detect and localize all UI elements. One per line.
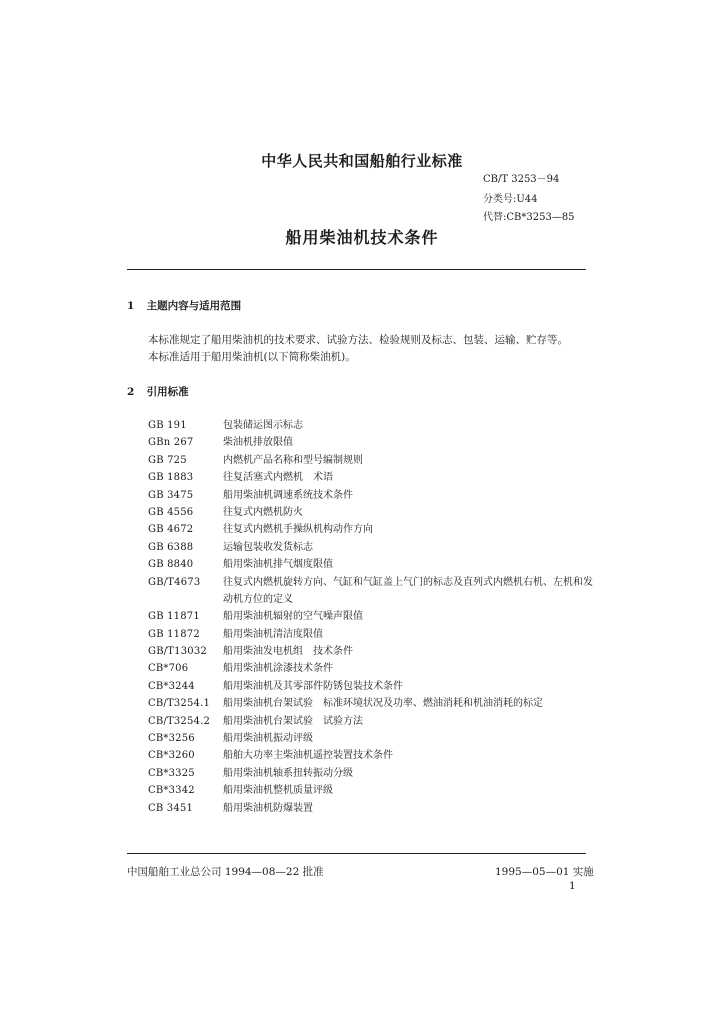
reference-title: 船用柴油机及其零部件防锈包装技术条件 (223, 680, 403, 692)
reference-code: GB 725 (148, 454, 187, 466)
reference-row (148, 695, 598, 712)
reference-title: 船用柴油机辐射的空气噪声限值 (223, 611, 363, 623)
reference-row (148, 747, 598, 764)
section-title: 引用标准 (146, 386, 189, 398)
reference-code: GB 191 (148, 420, 187, 431)
reference-title: 内燃机产品名称和型号编制规则 (223, 454, 363, 466)
reference-title: 船用柴油机台架试验 标准环境状况及功率、燃油消耗和机油消耗的标定 (223, 698, 543, 710)
reference-code: CB*3256 (148, 733, 195, 745)
reference-code: CB*3342 (148, 785, 195, 797)
reference-row (148, 713, 598, 730)
approval-line: 中国船舶工业总公司 1994—08—22 批准 (127, 866, 324, 878)
reference-title: 船用柴油机清洁度限值 (223, 628, 323, 640)
reference-row (148, 434, 598, 451)
reference-code: CB*3260 (148, 750, 195, 762)
reference-code: CB*706 (148, 663, 189, 675)
reference-title: 船用柴油机涂漆技术条件 (223, 663, 333, 675)
reference-title: 往复式内燃机防火 (223, 506, 303, 518)
paragraph: 本标准适用于船用柴油机(以下简称柴油机)。 (148, 351, 356, 363)
reference-code: GB 4672 (148, 524, 194, 536)
reference-row (148, 800, 598, 817)
standard-body-title: 中华人民共和国船舶行业标准 (261, 152, 463, 170)
reference-row (148, 730, 598, 747)
section-title: 主题内容与适用范围 (146, 300, 242, 312)
reference-row (148, 782, 598, 799)
reference-title: 运输包装收发货标志 (223, 541, 313, 553)
reference-title: 船用柴油发电机组 技术条件 (223, 646, 353, 658)
reference-row (148, 487, 598, 504)
standard-number: CB/T 3253－94 (483, 174, 560, 185)
reference-code: GB 8840 (148, 559, 194, 571)
document-title: 船用柴油机技术条件 (285, 228, 439, 247)
reference-list (148, 417, 598, 817)
reference-title: 船用柴油机振动评级 (223, 733, 313, 745)
reference-row (148, 539, 598, 556)
reference-code: GB 11872 (148, 628, 200, 640)
reference-row (148, 469, 598, 486)
section-heading (127, 298, 241, 313)
reference-code: CB*3244 (148, 680, 195, 692)
reference-row (148, 452, 598, 469)
reference-title: 船用柴油机整机质量评级 (223, 785, 333, 797)
reference-code: GB 11871 (148, 611, 200, 623)
reference-row (148, 643, 598, 660)
paragraph: 本标准规定了船用柴油机的技术要求、试验方法、检验规则及标志、包装、运输、贮存等。 (148, 334, 568, 346)
reference-title: 往复式内燃机手操纵机构动作方向 (223, 524, 373, 536)
reference-row (148, 608, 598, 625)
reference-title: 柴油机排放限值 (223, 437, 293, 449)
reference-code: GB/T13032 (148, 646, 207, 658)
section-heading (127, 384, 189, 399)
reference-code: CB/T3254.1 (148, 698, 211, 710)
reference-title: 船用柴油机调速系统技术条件 (223, 489, 353, 501)
reference-title: 船舶大功率主柴油机遥控装置技术条件 (223, 750, 393, 762)
reference-code: GB/T4673 (148, 576, 201, 588)
implementation-date: 1995—05—01 实施 (495, 866, 594, 878)
reference-title: 船用柴油机排气烟度限值 (223, 559, 333, 571)
reference-row (148, 574, 598, 609)
reference-code: GB 6388 (148, 541, 194, 553)
reference-title: 船用柴油机防爆装置 (223, 802, 313, 814)
reference-row (148, 417, 598, 434)
replaces-standard: 代替:CB*3253—85 (483, 212, 575, 223)
reference-code: CB 3451 (148, 802, 194, 814)
reference-row (148, 556, 598, 573)
reference-code: CB/T3254.2 (148, 715, 211, 727)
reference-row (148, 626, 598, 643)
reference-title: 往复活塞式内燃机 术语 (223, 472, 333, 484)
header-divider (127, 269, 586, 270)
reference-code: GB 4556 (148, 506, 194, 518)
section-number: 2 (127, 386, 135, 398)
reference-title: 包装储运图示标志 (223, 420, 303, 431)
section-number: 1 (127, 300, 135, 312)
reference-row (148, 504, 598, 521)
reference-title: 船用柴油机台架试验 试验方法 (223, 715, 363, 727)
classification-code: 分类号:U44 (483, 194, 538, 205)
page-number: 1 (569, 880, 576, 892)
reference-title: 往复式内燃机旋转方向、气缸和气缸盖上气门的标志及直列式内燃机右机、左机和发动机方位的定义 (223, 576, 593, 605)
reference-code: GB 1883 (148, 472, 194, 484)
reference-code: GB 3475 (148, 489, 194, 501)
reference-row (148, 765, 598, 782)
reference-row (148, 678, 598, 695)
reference-code: CB*3325 (148, 767, 195, 779)
footer-divider (127, 853, 586, 854)
reference-title: 船用柴油机轴系扭转振动分级 (223, 767, 353, 779)
reference-row (148, 521, 598, 538)
reference-row (148, 660, 598, 677)
reference-code: GBn 267 (148, 437, 194, 449)
